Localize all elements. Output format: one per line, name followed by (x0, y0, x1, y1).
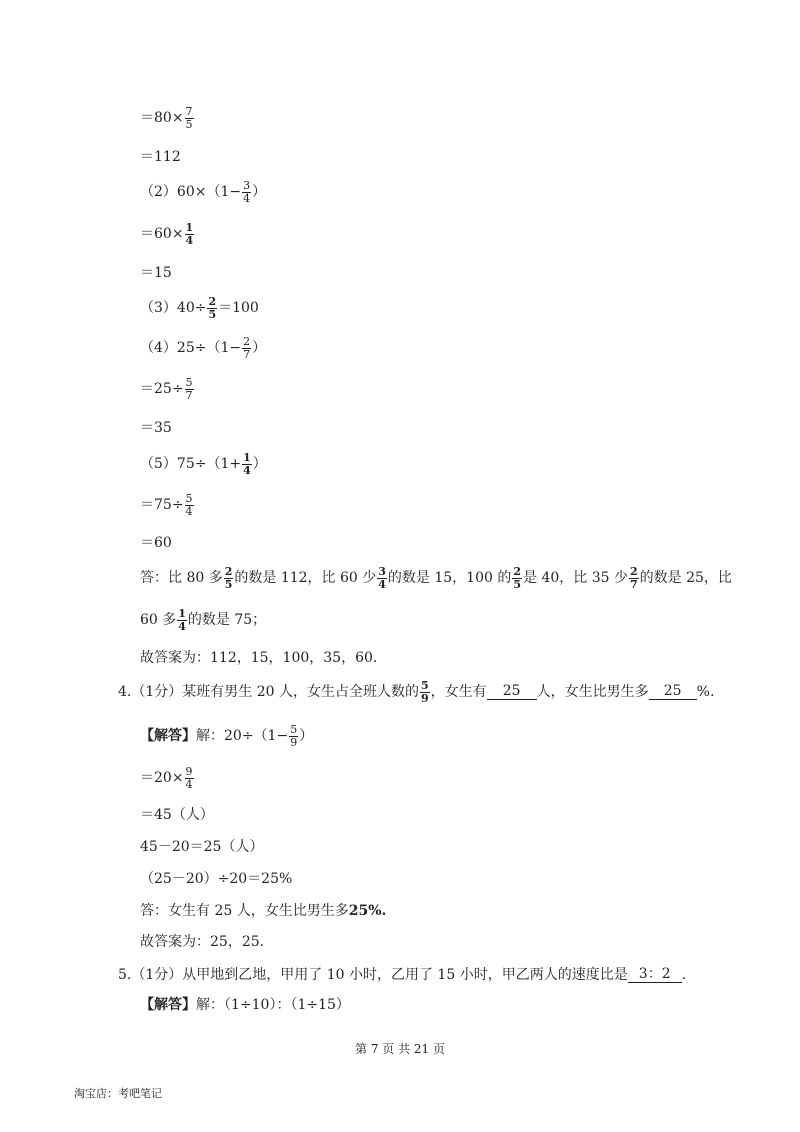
answer-text: 的数是 15，100 的 (387, 570, 512, 587)
expr-text: ＝45（人） (140, 807, 214, 823)
fraction: $\frac{3}{4}$ (378, 565, 386, 591)
answer-text: 的数是 112，比 60 少 (234, 570, 377, 587)
fraction: $\frac{2}{7}$ (630, 565, 638, 591)
final-answer-text: 故答案为：25，25. (140, 934, 265, 950)
solution-line (140, 336, 266, 360)
solution-line (140, 222, 195, 246)
solution-line (140, 766, 195, 790)
shop-watermark: 淘宝店：考吧笔记 (74, 1087, 162, 1100)
answer-text: 答：比 80 多 (140, 570, 223, 587)
expr-text: ＝25÷ (140, 381, 184, 398)
expr-text: 45－20＝25（人） (140, 839, 264, 855)
answer-line (140, 904, 386, 918)
solution-line (140, 150, 181, 164)
solution-line (140, 106, 195, 130)
question-text: ，女生有 (430, 684, 487, 701)
solution-line (140, 296, 259, 320)
solution-line (140, 808, 214, 822)
question-4 (118, 680, 714, 704)
expr-text: ） (252, 340, 267, 357)
fraction: $\frac{2}{5}$ (208, 295, 217, 321)
answer-text: 的数是 25，比 (639, 570, 732, 587)
expr-text: ） (252, 184, 267, 201)
answer-blank: 3：2 (628, 967, 682, 983)
fraction: $\frac{1}{4}$ (178, 607, 186, 633)
fraction: $\frac{5}{4}$ (185, 492, 193, 518)
answer-line (140, 566, 732, 590)
expr-text: ） (299, 728, 314, 745)
expr-text: （25－20）÷20＝25% (140, 871, 293, 887)
question-text: 人，女生比男生多 (536, 684, 649, 701)
fraction: $\frac{2}{7}$ (243, 335, 251, 361)
final-answer-text: 故答案为：112，15，100，35，60. (140, 650, 378, 666)
solution-tag: 【解答】 (140, 997, 196, 1013)
fraction: $\frac{1}{4}$ (185, 221, 194, 247)
answer-text: 25%. (348, 903, 387, 919)
expr-text: 解：20÷（1− (196, 728, 289, 745)
expr-text: （5）75÷（1+ (140, 456, 242, 473)
answer-text: 答：女生有 25 人，女生比男生多 (140, 903, 349, 919)
fraction: $\frac{7}{5}$ (185, 105, 193, 131)
solution-line (140, 493, 195, 517)
solution-line (140, 724, 313, 748)
expr-text: ＝75÷ (140, 497, 184, 514)
question-text: 5.（1分）从甲地到乙地，甲用了 10 小时，乙用了 15 小时，甲乙两人的速度比是 (118, 967, 628, 984)
solution-line (140, 452, 267, 476)
fraction: $\frac{2}{5}$ (513, 565, 522, 591)
fraction: $\frac{9}{4}$ (185, 765, 193, 791)
final-answer (140, 935, 264, 949)
solution-line (140, 840, 263, 854)
fraction: $\frac{2}{5}$ (224, 565, 233, 591)
answer-line (140, 608, 266, 632)
expr-text: 解：（1÷10）：（1÷15） (196, 997, 350, 1013)
question-text: 4.（1分）某班有男生 20 人，女生占全班人数的 (118, 684, 419, 701)
solution-tag: 【解答】 (140, 728, 196, 745)
page-number: 第 7 页 共 21 页 (355, 1042, 445, 1056)
expr-text: ＝20× (140, 770, 184, 787)
question-text: . (681, 967, 687, 984)
question-text: %. (696, 684, 715, 701)
expr-text: ） (252, 456, 267, 473)
expr-text: ＝60 (140, 535, 172, 551)
solution-line (140, 180, 266, 204)
expr-text: ＝35 (140, 420, 172, 436)
fraction: $\frac{5}{9}$ (290, 723, 298, 749)
expr-text: （3）40÷ (140, 300, 207, 317)
fraction: $\frac{5}{9}$ (420, 679, 429, 705)
expr-text: ＝60× (140, 226, 184, 243)
expr-text: ＝100 (218, 300, 259, 317)
fraction: $\frac{1}{4}$ (243, 451, 251, 477)
expr-text: ＝112 (140, 149, 181, 165)
answer-text: 是 40，比 35 少 (523, 570, 628, 587)
answer-text: 的数是 75； (187, 612, 267, 629)
solution-line (140, 377, 195, 401)
answer-blank: 25 (487, 684, 537, 700)
expr-text: ＝15 (140, 265, 172, 281)
final-answer (140, 651, 377, 665)
fraction: $\frac{3}{4}$ (243, 179, 251, 205)
expr-text: （2）60×（1− (140, 184, 242, 201)
fraction: $\frac{5}{7}$ (185, 376, 193, 402)
solution-line (140, 998, 350, 1012)
solution-line (140, 266, 172, 280)
expr-text: （4）25÷（1− (140, 340, 242, 357)
expr-text: ＝80× (140, 110, 184, 127)
solution-line (140, 872, 292, 886)
answer-blank: 25 (649, 684, 697, 700)
solution-line (140, 536, 172, 550)
solution-line (140, 421, 172, 435)
question-5 (118, 967, 686, 983)
answer-text: 60 多 (140, 612, 177, 629)
